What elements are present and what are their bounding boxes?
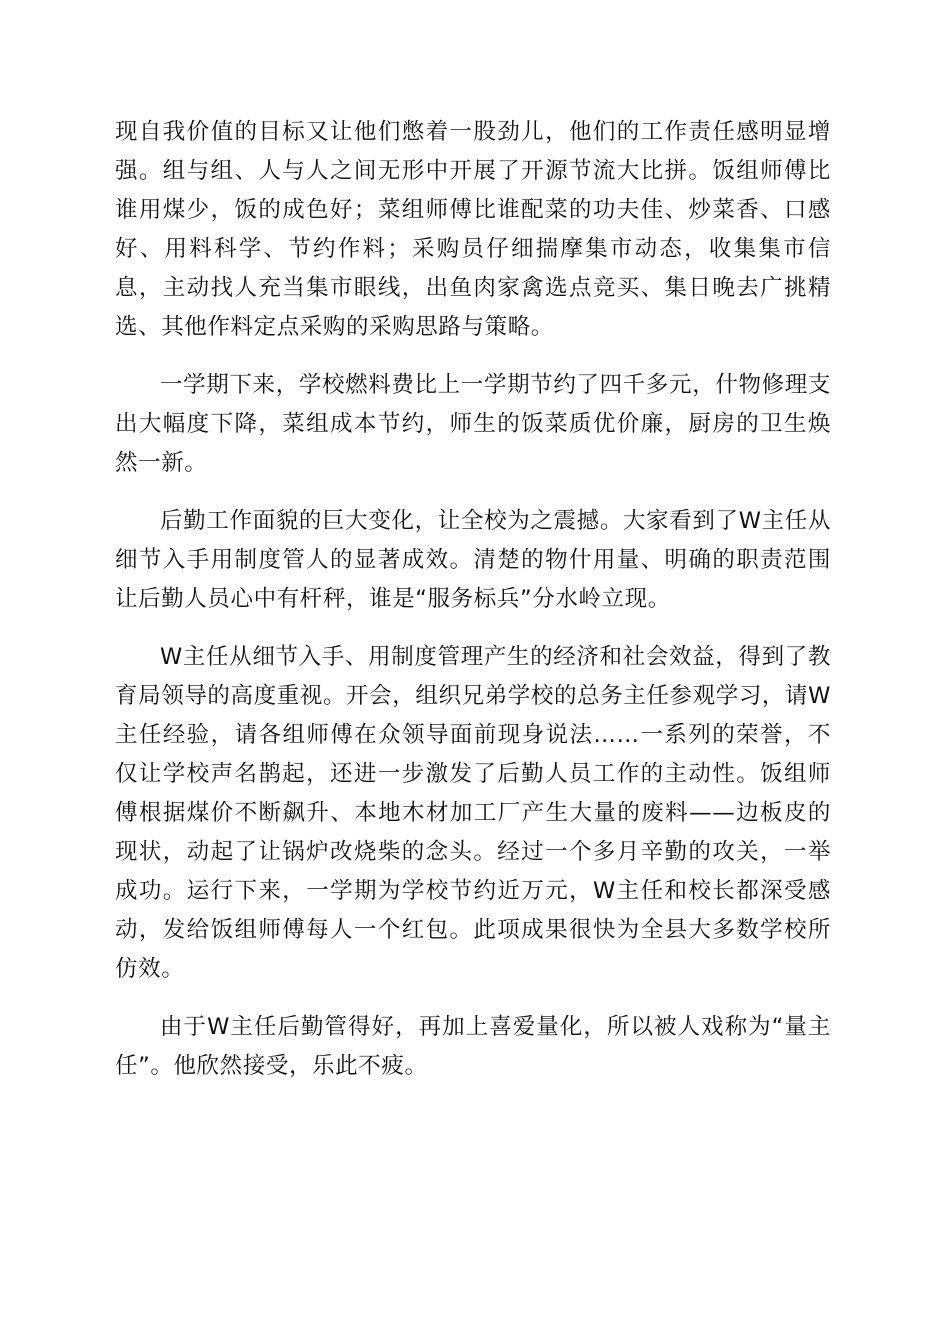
document-body [115, 113, 831, 1105]
paragraph-continuation: 现自我价值的目标又让他们憋着一股劲儿，他们的工作责任感明显增强。组与组、人与人之间无形中开展了开源节流大比拼。饭组师傅比谁用煤少，饭的成色好；菜组师傅比谁配菜的功夫佳、炒菜香、口感好、用料科学、节约作料；采购员仔细揣摩集市动态，收集集市信息，主动找人充当集市眼线，出鱼肉家禽选点竞买、集日晚去广挑精选、其他作料定点采购的采购思路与策略。 [115, 119, 831, 340]
paragraph-logistics-change: 后勤工作面貌的巨大变化，让全校为之震撼。大家看到了W主任从细节入手用制度管人的显著成效。清楚的物什用量、明确的职责范围让后勤人员心中有杆秤，谁是“服务标兵”分水岭立现。 [115, 508, 831, 612]
paragraph-nickname: 由于W主任后勤管得好，再加上喜爱量化，所以被人戏称为“量主任”。他欣然接受，乐此不疲。 [115, 1014, 831, 1079]
paragraph-semester-savings: 一学期下来，学校燃料费比上一学期节约了四千多元，什物修理支出大幅度下降，菜组成本节约，师生的饭菜质优价廉，厨房的卫生焕然一新。 [115, 372, 831, 476]
paragraph-bureau-recognition: W主任从细节入手、用制度管理产生的经济和社会效益，得到了教育局领导的高度重视。开会，组织兄弟学校的总务主任参观学习，请W主任经验，请各组师傅在众领导面前现身说法……一系列的荣誉，不仅让学校声名鹊起，还进一步激发了后勤人员工作的主动性。饭组师傅根据煤价不断飙升、本地木材加工厂产生大量的废料——边板皮的现状，动起了让锅炉改烧柴的念头。经过一个多月辛勤的攻关，一举成功。运行下来，一学期为学校节约近万元，W主任和校长都深受感动，发给饭组师傅每人一个红包。此项成果很快为全县大多数学校所仿效。 [115, 644, 831, 982]
